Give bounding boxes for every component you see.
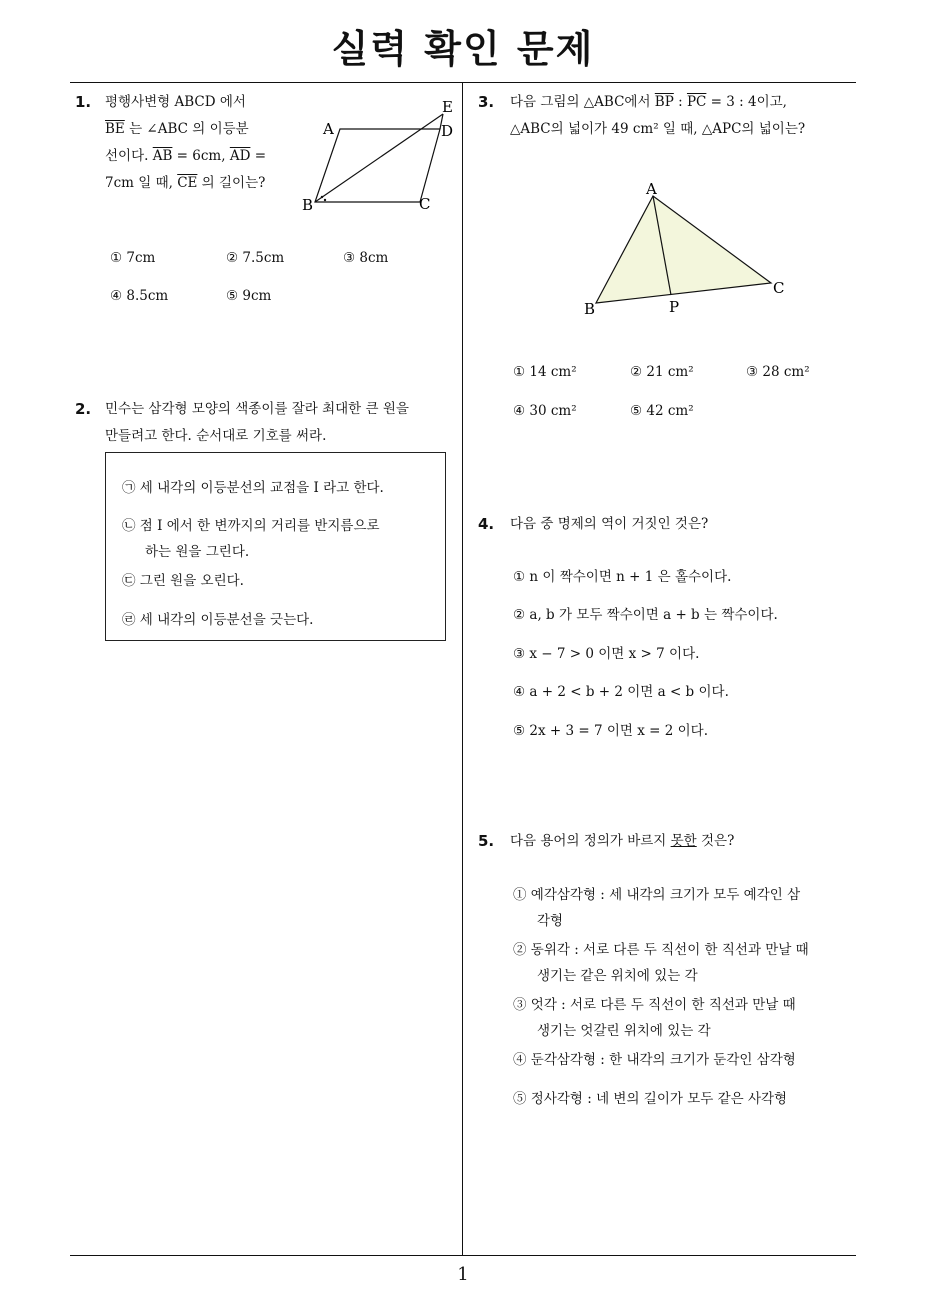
q1-line4: 7cm 일 때, $\overline{CE}$ 의 길이는? (105, 175, 266, 191)
q1-choice-5[interactable]: ⑤ 9cm (226, 288, 272, 304)
q5-choice-3-cont: 생기는 엇갈린 위치에 있는 각 (537, 1023, 711, 1039)
q5-choice-1[interactable]: ① 예각삼각형 : 세 내각의 크기가 모두 예각인 삼 (513, 887, 801, 903)
top-divider (70, 82, 856, 83)
q5-text: 다음 용어의 정의가 바르지 못한 것은? (510, 833, 735, 849)
label-e: E (442, 98, 453, 116)
q1-line3: 선이다. $\overline{AB} = 6cm$, $\overline{AD}$ = (105, 148, 267, 164)
q3-line1: 다음 그림의 △ABC에서 $\overline{BP}$ : $\overline{PC} = 3$ : 4이고, (510, 94, 787, 110)
q3-choice-5[interactable]: ⑤ 42 cm² (630, 403, 694, 419)
q5-number: 5. (478, 832, 495, 850)
label-a: A (646, 180, 657, 198)
q1-number: 1. (75, 93, 92, 111)
label-c: C (419, 195, 431, 213)
q3-choice-4[interactable]: ④ 30 cm² (513, 403, 577, 419)
q5-choice-2-cont: 생기는 같은 위치에 있는 각 (537, 968, 698, 984)
q4-text: 다음 중 명제의 역이 거짓인 것은? (510, 516, 709, 532)
label-b: B (584, 300, 596, 318)
q1-line1: 평행사변형 ABCD 에서 (105, 94, 246, 110)
q4-choice-3[interactable]: ③ x − 7 > 0 이면 x > 7 이다. (513, 646, 700, 662)
q4-choice-5[interactable]: ⑤ 2x + 3 = 7 이면 x = 2 이다. (513, 723, 708, 739)
label-p: P (669, 298, 680, 316)
q4-choice-4[interactable]: ④ a + 2 < b + 2 이면 a < b 이다. (513, 684, 729, 700)
q1-text (105, 89, 285, 197)
parallelogram-abcd (315, 129, 440, 202)
q5-choice-3[interactable]: ③ 엇각 : 서로 다른 두 직선이 한 직선과 만날 때 (513, 997, 796, 1013)
q3-number: 3. (478, 93, 495, 111)
q2-step-2-cont: 하는 원을 그린다. (145, 544, 250, 560)
q3-choice-2[interactable]: ② 21 cm² (630, 364, 694, 380)
label-b: B (302, 196, 314, 214)
q1-choice-1[interactable]: ① 7cm (110, 250, 156, 266)
q3-line2: △ABC의 넓이가 49 cm² 일 때, △APC의 넓이는? (510, 121, 806, 137)
q1-choice-4[interactable]: ④ 8.5cm (110, 288, 169, 304)
q3-choice-3[interactable]: ③ 28 cm² (746, 364, 810, 380)
q3-text (510, 89, 870, 143)
q2-number: 2. (75, 400, 92, 418)
q1-parallelogram-figure (295, 92, 465, 217)
q4-choice-2[interactable]: ② a, b 가 모두 짝수이면 a + b 는 짝수이다. (513, 607, 778, 623)
q1-choice-2[interactable]: ② 7.5cm (226, 250, 285, 266)
q2-step-1: ㉠ 세 내각의 이등분선의 교점을 I 라고 한다. (122, 480, 384, 496)
q2-line1: 민수는 삼각형 모양의 색종이를 잘라 최대한 큰 원을 (105, 401, 409, 417)
page-number: 1 (457, 1264, 469, 1285)
q1-line2: $\overline{BE}$ 는 ∠ABC 의 이등분 (105, 121, 249, 137)
column-divider (462, 83, 463, 1256)
label-c: C (773, 279, 785, 297)
label-d: D (441, 122, 454, 140)
q5-choice-1-cont: 각형 (537, 913, 564, 929)
q2-step-2: ㉡ 점 I 에서 한 변까지의 거리를 반지름으로 (122, 518, 380, 534)
q5-choice-2[interactable]: ② 동위각 : 서로 다른 두 직선이 한 직선과 만날 때 (513, 942, 809, 958)
label-a: A (323, 120, 334, 138)
q5-choice-4[interactable]: ④ 둔각삼각형 : 한 내각의 크기가 둔각인 삼각형 (513, 1052, 796, 1068)
page-title: 실력 확인 문제 (331, 27, 595, 71)
q2-step-3: ㉢ 그린 원을 오린다. (122, 573, 244, 589)
q5-choice-5[interactable]: ⑤ 정사각형 : 네 변의 길이가 모두 같은 사각형 (513, 1091, 788, 1107)
q4-choice-1[interactable]: ① n 이 짝수이면 n + 1 은 홀수이다. (513, 569, 732, 585)
triangle-abc (596, 196, 771, 303)
q3-choice-1[interactable]: ① 14 cm² (513, 364, 577, 380)
q3-triangle-figure (575, 175, 815, 325)
bottom-divider (70, 1255, 856, 1256)
q4-number: 4. (478, 515, 495, 533)
q2-step-4: ㉣ 세 내각의 이등분선을 긋는다. (122, 612, 314, 628)
q2-text (105, 396, 460, 450)
q2-line2: 만들려고 한다. 순서대로 기호를 써라. (105, 428, 327, 444)
q1-choice-3[interactable]: ③ 8cm (343, 250, 389, 266)
